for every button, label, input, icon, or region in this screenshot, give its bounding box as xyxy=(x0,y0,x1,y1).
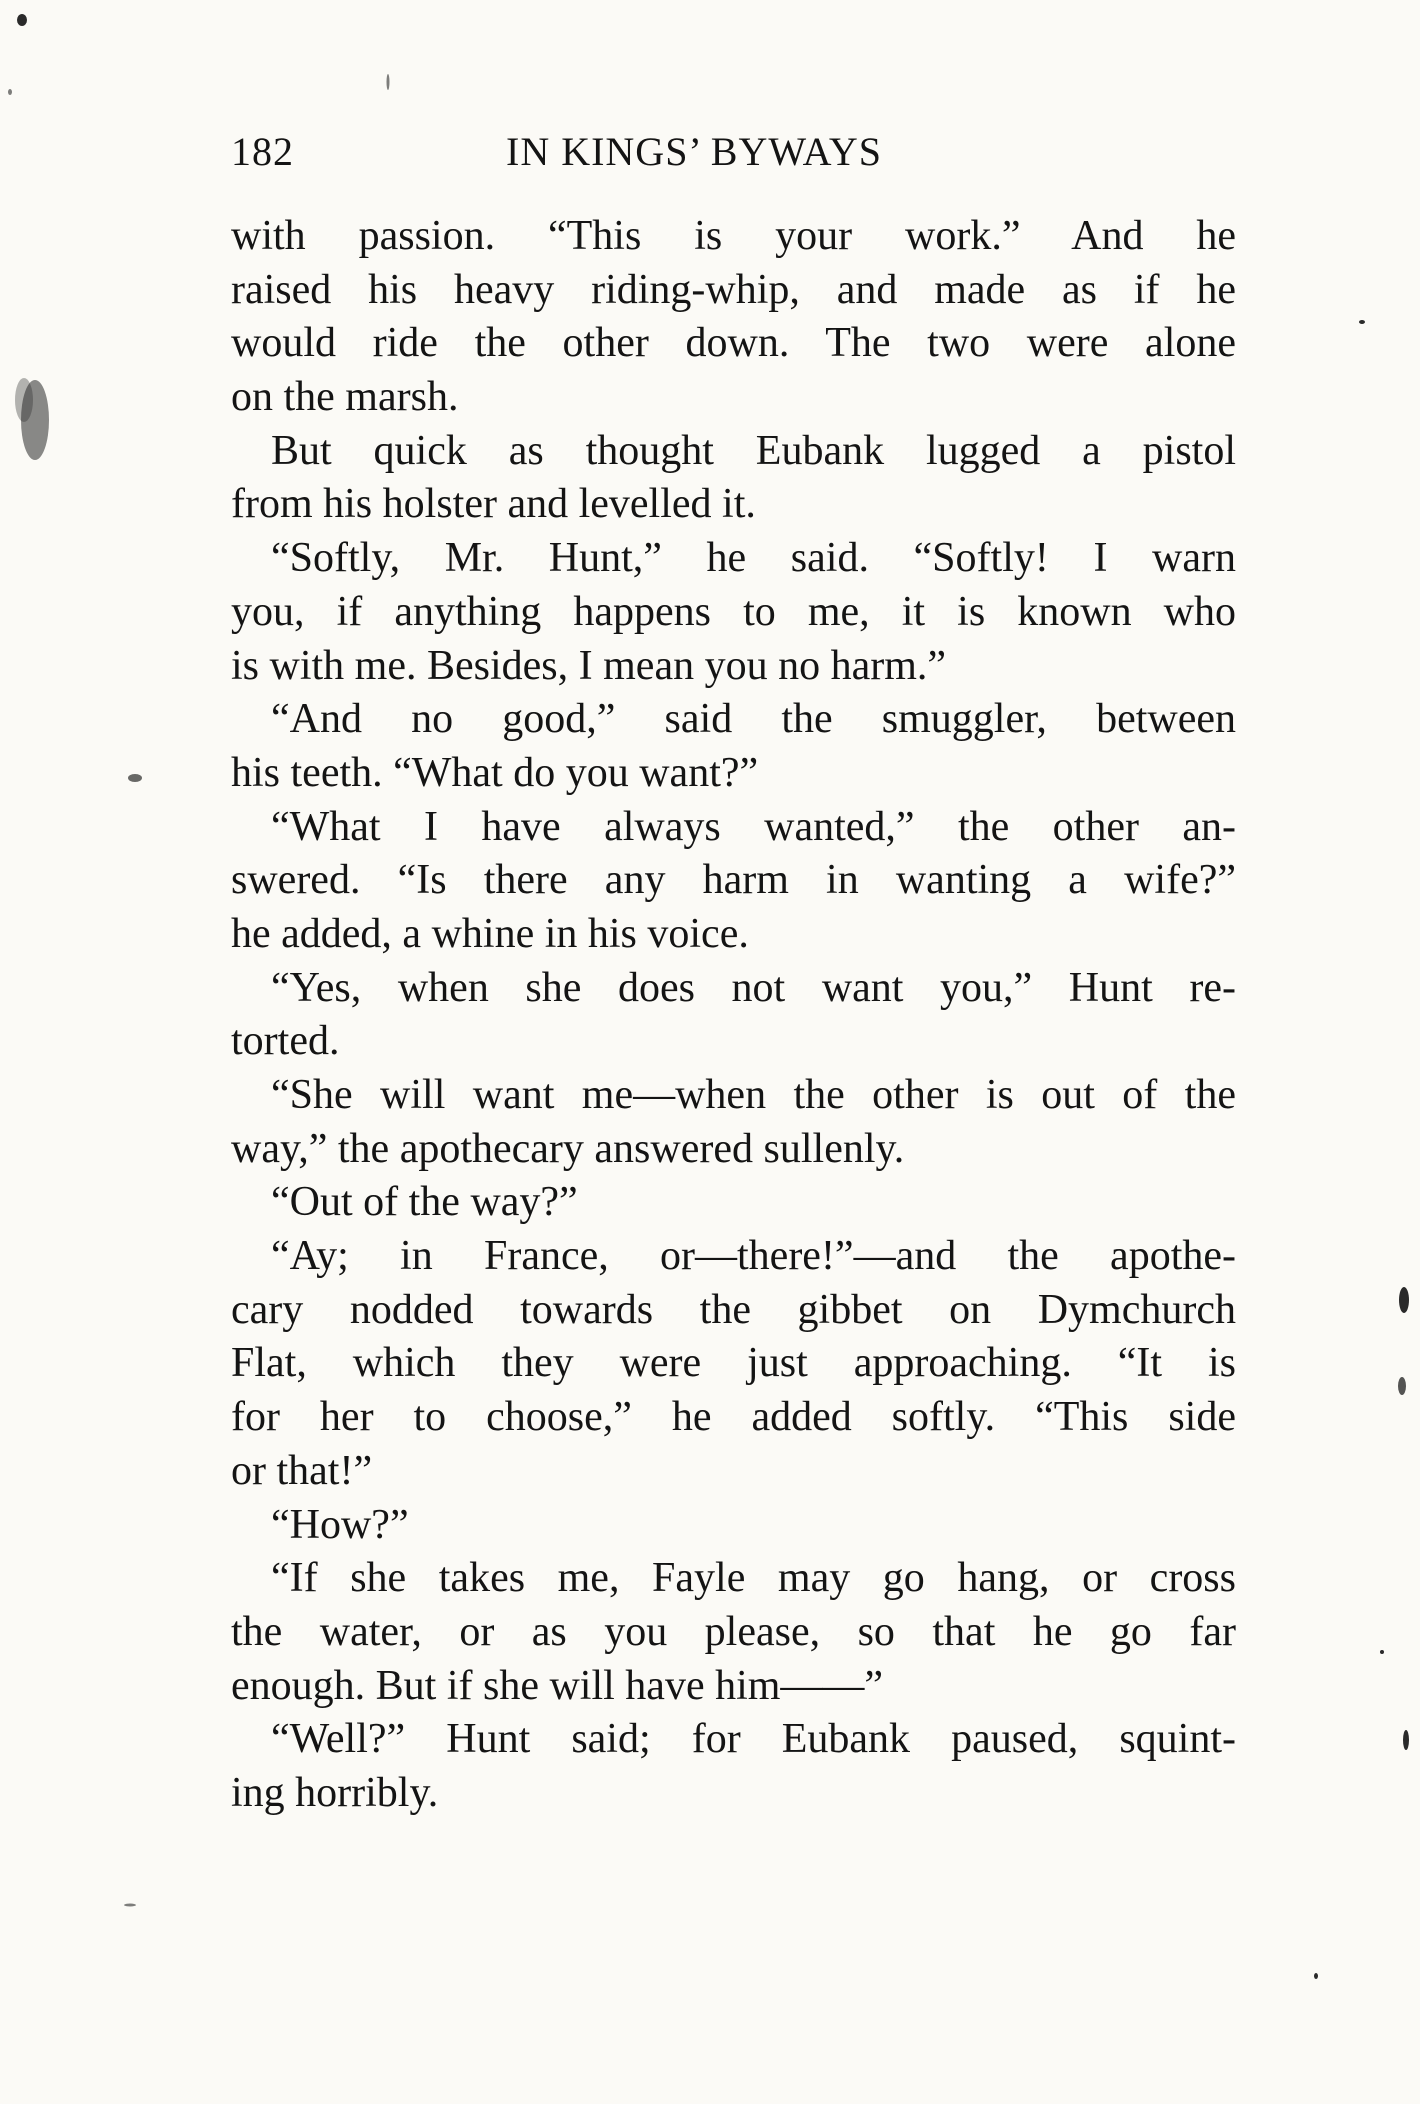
text-line: way,” the apothecary answered sullenly. xyxy=(231,1125,905,1172)
ink-speck xyxy=(1314,1973,1318,1979)
ink-speck xyxy=(124,1904,136,1907)
text-line: Flat, which they were just approaching. “It is xyxy=(231,1340,1236,1387)
text-line: for her to choose,” he added softly. “This side xyxy=(231,1394,1236,1441)
text-line: is with me. Besides, I mean you no harm.” xyxy=(231,642,947,689)
text-line: “Out of the way?” xyxy=(271,1179,578,1226)
text-line: or that!” xyxy=(231,1447,373,1494)
text-line: his teeth. “What do you want?” xyxy=(231,749,759,796)
text-line: “She will want me—when the other is out of the xyxy=(271,1072,1236,1118)
text-line: from his holster and levelled it. xyxy=(231,481,756,528)
page-number: 182 xyxy=(231,129,294,174)
ink-speck xyxy=(1398,1377,1406,1395)
text-line: you, if anything happens to me, it is known who xyxy=(231,588,1236,635)
ink-speck xyxy=(128,774,142,782)
text-line: “If she takes me, Fayle may go hang, or cross xyxy=(271,1555,1236,1602)
text-line: torted. xyxy=(231,1018,340,1065)
text-line: “Well?” Hunt said; for Eubank paused, squint- xyxy=(271,1716,1236,1763)
text-line: raised his heavy riding-whip, and made as if he xyxy=(231,266,1236,313)
text-line: “Yes, when she does not want you,” Hunt re- xyxy=(271,964,1236,1011)
ink-speck xyxy=(1380,1650,1384,1654)
text-line: “What I have always wanted,” the other an- xyxy=(271,803,1236,850)
text-line: ing horribly. xyxy=(231,1769,439,1816)
text-line: he added, a whine in his voice. xyxy=(231,910,749,957)
ink-speck xyxy=(387,74,390,90)
ink-speck xyxy=(17,14,27,26)
ink-smudge xyxy=(15,378,33,422)
text-line: “Ay; in France, or—there!”—and the apothe- xyxy=(271,1233,1236,1280)
text-line: swered. “Is there any harm in wanting a wife?” xyxy=(231,857,1236,904)
text-line: “How?” xyxy=(271,1501,409,1548)
ink-smudge xyxy=(21,380,49,460)
text-line: enough. But if she will have him——” xyxy=(231,1662,884,1709)
body-text xyxy=(231,210,1236,1821)
ink-speck xyxy=(1399,1287,1409,1313)
running-head: IN KINGS’ BYWAYS xyxy=(506,129,883,174)
text-line: the water, or as you please, so that he go far xyxy=(231,1608,1236,1655)
page-header xyxy=(231,128,1236,188)
text-line: would ride the other down. The two were alone xyxy=(231,320,1236,367)
text-line: But quick as thought Eubank lugged a pistol xyxy=(271,427,1236,474)
text-line: cary nodded towards the gibbet on Dymchurch xyxy=(231,1286,1236,1333)
ink-speck xyxy=(8,89,12,95)
ink-speck xyxy=(1359,320,1365,324)
text-line: “Softly, Mr. Hunt,” he said. “Softly! I warn xyxy=(271,535,1236,582)
text-line: “And no good,” said the smuggler, between xyxy=(271,696,1236,743)
ink-speck xyxy=(1403,1730,1409,1750)
text-line: with passion. “This is your work.” And he xyxy=(231,213,1236,259)
text-line: on the marsh. xyxy=(231,374,459,421)
